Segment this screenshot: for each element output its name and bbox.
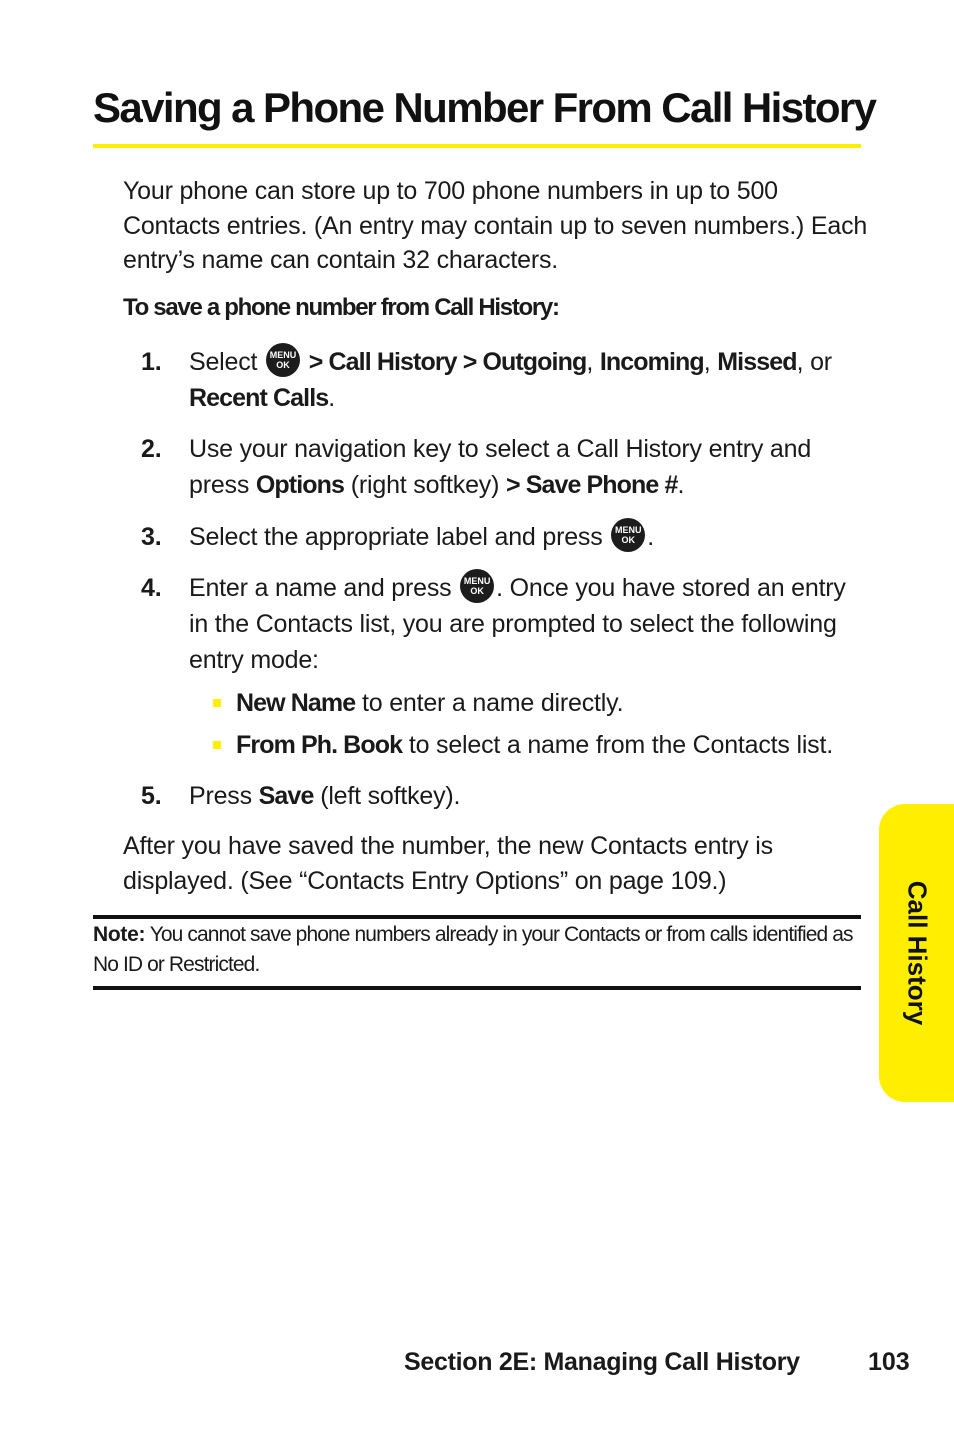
note-box — [93, 920, 863, 980]
procedure-heading: To save a phone number from Call History: — [123, 294, 559, 321]
step-text: Press Save (left softkey). — [189, 782, 461, 810]
menu-ok-key-icon: MENU OK — [266, 343, 300, 377]
menu-option-missed: Missed — [717, 348, 797, 376]
menu-ok-key-icon: MENU OK — [611, 518, 645, 552]
footer-section-title: Section 2E: Managing Call History — [404, 1348, 800, 1376]
note-label: Note: — [93, 923, 146, 946]
step-number: 2. — [141, 435, 162, 463]
step-text: Use your navigation key to select a Call History entry and press Options (right softkey) > Save Phone #. — [189, 435, 812, 499]
softkey-options: Options — [255, 471, 345, 499]
step-number: 3. — [141, 523, 162, 551]
step-text: Select the appropriate label and press MENU OK . — [189, 519, 869, 555]
step-text: Select MENU OK > Call History > Outgoing, Incoming, Missed, or Recent Calls. — [189, 344, 869, 416]
step-number: 1. — [141, 348, 162, 376]
bullet-square-icon — [213, 699, 221, 707]
step-number: 5. — [141, 782, 162, 810]
bullet-square-icon — [213, 741, 221, 749]
after-paragraph: After you have saved the number, the new Contacts entry is displayed. (See “Contacts Entry Options” on page 109.) — [123, 832, 773, 895]
menu-path-save-phone: > Save Phone # — [505, 471, 678, 499]
note-bottom-rule — [93, 986, 861, 990]
entry-mode-item: New Name to enter a name directly. — [236, 686, 876, 720]
menu-option-incoming: Incoming — [599, 348, 704, 376]
entry-mode-item: From Ph. Book to select a name from the Contacts list. — [236, 728, 876, 762]
intro-paragraph: Your phone can store up to 700 phone numbers in up to 500 Contacts entries. (An entry may contain up to seven numbers.) Each entry’s name can contain 32 characters. — [123, 177, 868, 274]
menu-ok-key-icon: MENU OK — [460, 569, 494, 603]
title-underline — [93, 144, 861, 148]
menu-option-recent-calls: Recent Calls — [189, 384, 329, 413]
side-tab-label: Call History — [902, 880, 932, 1026]
step-text: Enter a name and press MENU OK . Once you have stored an entry in the Contacts list, you are prompted to select the following entry mode: — [189, 570, 869, 678]
softkey-save: Save — [258, 782, 314, 810]
page-title: Saving a Phone Number From Call History — [93, 84, 876, 131]
note-top-rule — [93, 915, 861, 919]
note-text: You cannot save phone numbers already in your Contacts or from calls identified as No ID or Restricted. — [93, 923, 853, 976]
step-number: 4. — [141, 574, 162, 602]
menu-path: > Call History > Outgoing — [308, 348, 587, 376]
page-number: 103 — [868, 1348, 910, 1376]
section-side-tab — [879, 804, 954, 1102]
